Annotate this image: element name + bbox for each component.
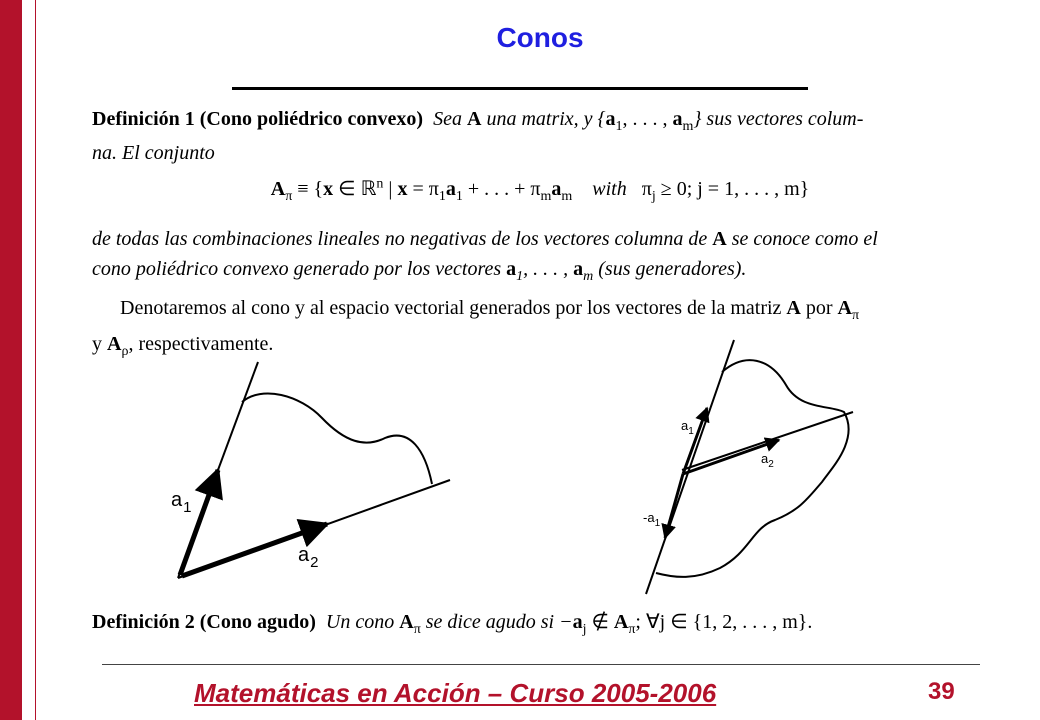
right-cone-figure: [643, 340, 853, 594]
subscript: π: [413, 622, 421, 637]
footer-link[interactable]: Matemáticas en Acción – Curso 2005-2006: [194, 678, 717, 708]
vector-am: a: [672, 108, 683, 130]
formula-part: = π: [407, 178, 439, 200]
formula-part: π: [641, 178, 652, 200]
subscript: j: [651, 189, 656, 204]
left-cone-boundary-curve: [242, 393, 432, 484]
formula-with: with: [592, 178, 627, 200]
matrix-A: A: [712, 228, 727, 250]
A-rho: A: [107, 333, 122, 355]
vector-a1: a: [506, 258, 517, 280]
subscript: π: [851, 308, 860, 323]
subscript: π: [285, 189, 293, 204]
dots: , . . . ,: [622, 108, 668, 130]
matrix-A: A: [613, 611, 629, 633]
matrix-A: A: [466, 108, 482, 130]
left-label-a1: $a_1$: [171, 489, 192, 516]
def2-text: Un cono: [325, 611, 395, 633]
para3-text: , respectivamente.: [128, 333, 274, 355]
definition-1-heading: Definición 1 (Cono poliédrico convexo): [92, 108, 424, 130]
def1-text: na. El conjunto: [92, 142, 215, 164]
formula-x: x: [323, 178, 334, 200]
formula-a1: a: [445, 178, 456, 200]
subscript: ρ: [121, 344, 129, 359]
formula-part: ≡ {: [292, 178, 324, 200]
def2-text: ∉: [586, 611, 614, 633]
para2-text: (sus generadores).: [598, 258, 747, 280]
formula-x: x: [397, 178, 408, 200]
para3-text: por: [805, 297, 833, 319]
matrix-A: A: [399, 611, 414, 633]
def2-text: se dice agudo si −: [425, 611, 573, 633]
def1-text: Sea: [433, 108, 462, 130]
left-arrow-a1: [180, 470, 218, 575]
def2-text: ; ∀j ∈ {1, 2, . . . , m}.: [635, 611, 813, 633]
vector-am: a: [573, 258, 584, 280]
formula-part: ∈ ℝ: [333, 178, 377, 200]
formula-A: A: [270, 178, 286, 200]
definition-2: [92, 609, 992, 638]
def1-text: } sus vectores colum-: [693, 108, 864, 130]
vector-a1: a: [605, 108, 616, 130]
formula-part: ≥ 0; j = 1, . . . , m}: [655, 178, 810, 200]
vector-aj: a: [572, 611, 583, 633]
subscript: 1: [615, 119, 623, 134]
subscript: m: [540, 189, 552, 204]
subscript: 1: [516, 269, 524, 284]
para2-text: de todas las combinaciones lineales no negativas de los vectores columna de: [92, 228, 708, 250]
left-label-a2: $a_2$: [298, 544, 319, 571]
A-pi: A: [837, 297, 852, 319]
formula-am: a: [551, 178, 562, 200]
right-label-a2: $a_2$: [761, 451, 774, 470]
para3-text: y: [92, 333, 102, 355]
left-cone-figure: [171, 362, 450, 578]
subscript: m: [682, 119, 694, 134]
subscript: π: [628, 622, 636, 637]
para3-text: Denotaremos al cono y al espacio vectorial generados por los vectores de la matriz: [120, 297, 782, 319]
right-label-neg-a1: $-a_1$: [643, 510, 661, 529]
formula-part: + . . . + π: [462, 178, 541, 200]
def1-text: una matrix, y {: [486, 108, 606, 130]
right-label-a1: $a_1$: [681, 418, 694, 437]
subscript: j: [582, 622, 587, 637]
formula-part: |: [383, 178, 398, 200]
subscript: 1: [455, 189, 463, 204]
subscript: m: [583, 269, 594, 284]
right-arrow-neg-a1: [665, 474, 683, 538]
footer-rule: [102, 664, 980, 665]
page-number: 39: [928, 678, 955, 705]
slide-title: Conos: [496, 22, 584, 53]
subscript: m: [561, 189, 573, 204]
superscript: n: [376, 176, 384, 192]
matrix-A: A: [786, 297, 801, 319]
para2-text: cono poliédrico convexo generado por los vectores: [92, 258, 502, 280]
para2-text: se conoce como el: [731, 228, 878, 250]
subscript: 1: [438, 189, 446, 204]
definition-2-heading: Definición 2 (Cono agudo): [92, 611, 316, 633]
dots: , . . . ,: [523, 258, 569, 280]
